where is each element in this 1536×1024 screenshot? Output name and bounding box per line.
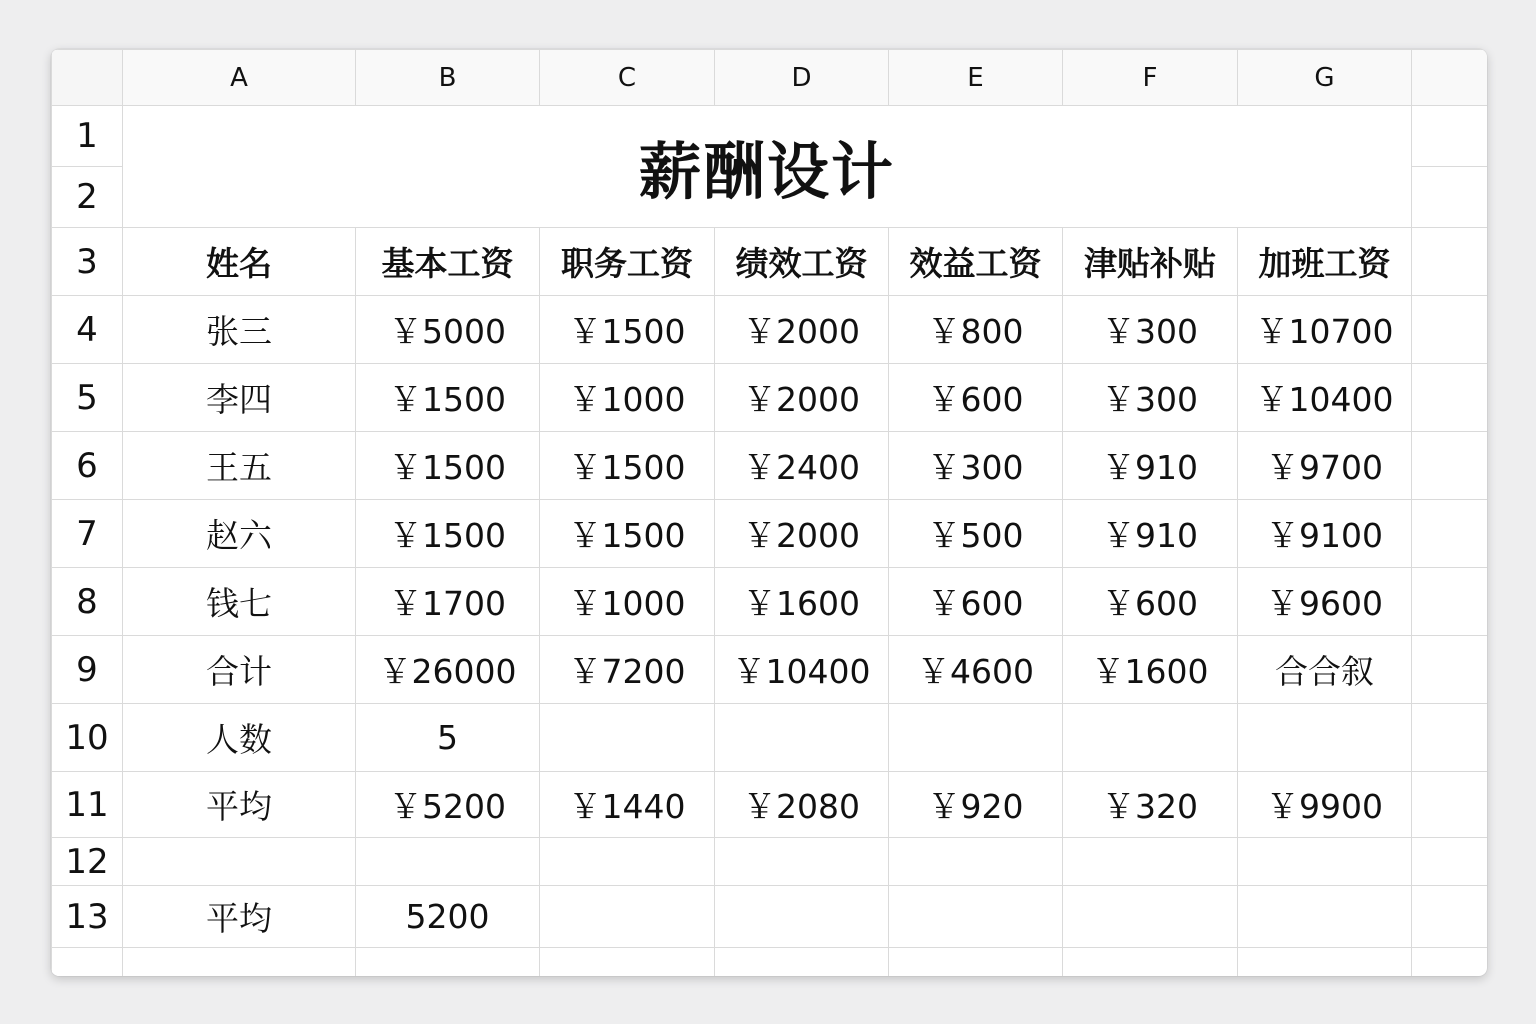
column-header-e[interactable]: E bbox=[889, 50, 1063, 106]
row-header-13[interactable]: 13 bbox=[52, 886, 123, 948]
header-benefit-salary[interactable]: 效益工资 bbox=[889, 228, 1063, 296]
column-header-d[interactable]: D bbox=[715, 50, 889, 106]
column-header-f[interactable]: F bbox=[1063, 50, 1238, 106]
column-header-a[interactable]: A bbox=[123, 50, 356, 106]
column-header-extra[interactable] bbox=[1412, 50, 1488, 106]
salary-cell[interactable]: ￥800 bbox=[889, 296, 1063, 364]
row-header-1[interactable]: 1 bbox=[52, 106, 123, 167]
cell[interactable] bbox=[1238, 704, 1412, 772]
salary-cell[interactable]: ￥2000 bbox=[715, 500, 889, 568]
cell[interactable] bbox=[1412, 432, 1488, 500]
cell[interactable] bbox=[1412, 500, 1488, 568]
cell[interactable] bbox=[356, 948, 540, 977]
cell[interactable] bbox=[1412, 704, 1488, 772]
cell[interactable] bbox=[715, 704, 889, 772]
average-cell[interactable]: ￥2080 bbox=[715, 772, 889, 838]
table-row bbox=[52, 296, 1488, 364]
cell[interactable] bbox=[540, 886, 715, 948]
total-cell[interactable]: ￥26000 bbox=[356, 636, 540, 704]
cell[interactable] bbox=[1063, 704, 1238, 772]
cell[interactable] bbox=[1063, 948, 1238, 977]
salary-cell[interactable]: ￥1700 bbox=[356, 568, 540, 636]
cell[interactable] bbox=[889, 704, 1063, 772]
average-cell[interactable]: ￥920 bbox=[889, 772, 1063, 838]
salary-cell[interactable]: ￥600 bbox=[889, 364, 1063, 432]
column-header-c[interactable]: C bbox=[540, 50, 715, 106]
row-header-8[interactable]: 8 bbox=[52, 568, 123, 636]
salary-cell[interactable]: ￥1500 bbox=[540, 500, 715, 568]
salary-cell[interactable]: ￥1500 bbox=[540, 296, 715, 364]
row-header-4[interactable]: 4 bbox=[52, 296, 123, 364]
cell[interactable] bbox=[1412, 568, 1488, 636]
salary-cell[interactable]: ￥10700 bbox=[1238, 296, 1412, 364]
salary-cell[interactable]: ￥300 bbox=[1063, 296, 1238, 364]
employee-name[interactable]: 李四 bbox=[123, 364, 356, 432]
salary-cell[interactable]: ￥2000 bbox=[715, 364, 889, 432]
row-header-partial[interactable] bbox=[52, 948, 123, 977]
column-header-g[interactable]: G bbox=[1238, 50, 1412, 106]
average-label[interactable]: 平均 bbox=[123, 772, 356, 838]
salary-cell[interactable]: ￥2400 bbox=[715, 432, 889, 500]
cell[interactable] bbox=[123, 948, 356, 977]
cell[interactable] bbox=[123, 838, 356, 886]
cell[interactable] bbox=[1412, 948, 1488, 977]
salary-cell[interactable]: ￥9100 bbox=[1238, 500, 1412, 568]
total-cell[interactable]: ￥10400 bbox=[715, 636, 889, 704]
salary-cell[interactable]: ￥5000 bbox=[356, 296, 540, 364]
salary-cell[interactable]: ￥9700 bbox=[1238, 432, 1412, 500]
cell[interactable] bbox=[1238, 948, 1412, 977]
salary-cell[interactable]: ￥910 bbox=[1063, 500, 1238, 568]
salary-cell[interactable]: ￥1500 bbox=[356, 432, 540, 500]
spreadsheet-window bbox=[51, 49, 1487, 976]
extra-average-value[interactable]: 5200 bbox=[356, 886, 540, 948]
cell[interactable] bbox=[1412, 167, 1488, 228]
total-cell[interactable]: ￥1600 bbox=[1063, 636, 1238, 704]
salary-cell[interactable]: ￥1600 bbox=[715, 568, 889, 636]
salary-cell[interactable]: ￥1500 bbox=[540, 432, 715, 500]
average-cell[interactable]: ￥5200 bbox=[356, 772, 540, 838]
salary-cell[interactable]: ￥10400 bbox=[1238, 364, 1412, 432]
header-allowance[interactable]: 津贴补贴 bbox=[1063, 228, 1238, 296]
cell[interactable] bbox=[1412, 364, 1488, 432]
sheet-title[interactable]: 薪酬设计 bbox=[123, 106, 1412, 228]
count-row bbox=[52, 704, 1488, 772]
cell[interactable] bbox=[1063, 886, 1238, 948]
cell[interactable] bbox=[540, 838, 715, 886]
employee-name[interactable]: 王五 bbox=[123, 432, 356, 500]
salary-cell[interactable]: ￥910 bbox=[1063, 432, 1238, 500]
average-row bbox=[52, 772, 1488, 838]
row-header-5[interactable]: 5 bbox=[52, 364, 123, 432]
header-performance-salary[interactable]: 绩效工资 bbox=[715, 228, 889, 296]
table-row bbox=[52, 568, 1488, 636]
extra-average-label[interactable]: 平均 bbox=[123, 886, 356, 948]
employee-name[interactable]: 赵六 bbox=[123, 500, 356, 568]
salary-cell[interactable]: ￥600 bbox=[889, 568, 1063, 636]
total-cell[interactable]: ￥7200 bbox=[540, 636, 715, 704]
count-label[interactable]: 人数 bbox=[123, 704, 356, 772]
salary-cell[interactable]: ￥1500 bbox=[356, 500, 540, 568]
cell[interactable] bbox=[889, 886, 1063, 948]
cell[interactable] bbox=[1063, 838, 1238, 886]
salary-cell[interactable]: ￥600 bbox=[1063, 568, 1238, 636]
salary-cell[interactable]: ￥1000 bbox=[540, 568, 715, 636]
salary-cell[interactable]: ￥300 bbox=[1063, 364, 1238, 432]
cell[interactable] bbox=[715, 948, 889, 977]
count-value[interactable]: 5 bbox=[356, 704, 540, 772]
cell[interactable] bbox=[1412, 636, 1488, 704]
row-header-10[interactable]: 10 bbox=[52, 704, 123, 772]
cell[interactable] bbox=[1412, 106, 1488, 167]
cell[interactable] bbox=[889, 838, 1063, 886]
total-row bbox=[52, 636, 1488, 704]
select-all-corner[interactable] bbox=[52, 50, 123, 106]
salary-cell[interactable]: ￥300 bbox=[889, 432, 1063, 500]
cell[interactable] bbox=[1412, 228, 1488, 296]
cell[interactable] bbox=[889, 948, 1063, 977]
spreadsheet-grid bbox=[51, 49, 1487, 976]
header-position-salary[interactable]: 职务工资 bbox=[540, 228, 715, 296]
cell[interactable] bbox=[1412, 886, 1488, 948]
table-row bbox=[52, 500, 1488, 568]
cell[interactable] bbox=[1412, 772, 1488, 838]
cell[interactable] bbox=[1238, 886, 1412, 948]
row-header-2[interactable]: 2 bbox=[52, 167, 123, 228]
cell[interactable] bbox=[1238, 838, 1412, 886]
header-overtime-pay[interactable]: 加班工资 bbox=[1238, 228, 1412, 296]
salary-cell[interactable]: ￥500 bbox=[889, 500, 1063, 568]
cell[interactable] bbox=[540, 704, 715, 772]
total-cell[interactable]: ￥4600 bbox=[889, 636, 1063, 704]
total-label[interactable]: 合计 bbox=[123, 636, 356, 704]
row-header-9[interactable]: 9 bbox=[52, 636, 123, 704]
row-header-6[interactable]: 6 bbox=[52, 432, 123, 500]
cell[interactable] bbox=[1412, 838, 1488, 886]
table-row bbox=[52, 364, 1488, 432]
average-cell[interactable]: ￥9900 bbox=[1238, 772, 1412, 838]
column-header-b[interactable]: B bbox=[356, 50, 540, 106]
salary-cell[interactable]: ￥9600 bbox=[1238, 568, 1412, 636]
row-header-12[interactable]: 12 bbox=[52, 838, 123, 886]
salary-cell[interactable]: ￥1000 bbox=[540, 364, 715, 432]
salary-cell[interactable]: ￥1500 bbox=[356, 364, 540, 432]
header-name[interactable]: 姓名 bbox=[123, 228, 356, 296]
employee-name[interactable]: 钱七 bbox=[123, 568, 356, 636]
header-basic-salary[interactable]: 基本工资 bbox=[356, 228, 540, 296]
average-cell[interactable]: ￥320 bbox=[1063, 772, 1238, 838]
cell[interactable] bbox=[540, 948, 715, 977]
total-cell[interactable]: 合合叙 bbox=[1238, 636, 1412, 704]
cell[interactable] bbox=[715, 838, 889, 886]
row-header-7[interactable]: 7 bbox=[52, 500, 123, 568]
average-cell[interactable]: ￥1440 bbox=[540, 772, 715, 838]
table-row bbox=[52, 432, 1488, 500]
employee-name[interactable]: 张三 bbox=[123, 296, 356, 364]
salary-cell[interactable]: ￥2000 bbox=[715, 296, 889, 364]
cell[interactable] bbox=[356, 838, 540, 886]
row-header-3[interactable]: 3 bbox=[52, 228, 123, 296]
cell[interactable] bbox=[1412, 296, 1488, 364]
cell[interactable] bbox=[715, 886, 889, 948]
row-header-11[interactable]: 11 bbox=[52, 772, 123, 838]
